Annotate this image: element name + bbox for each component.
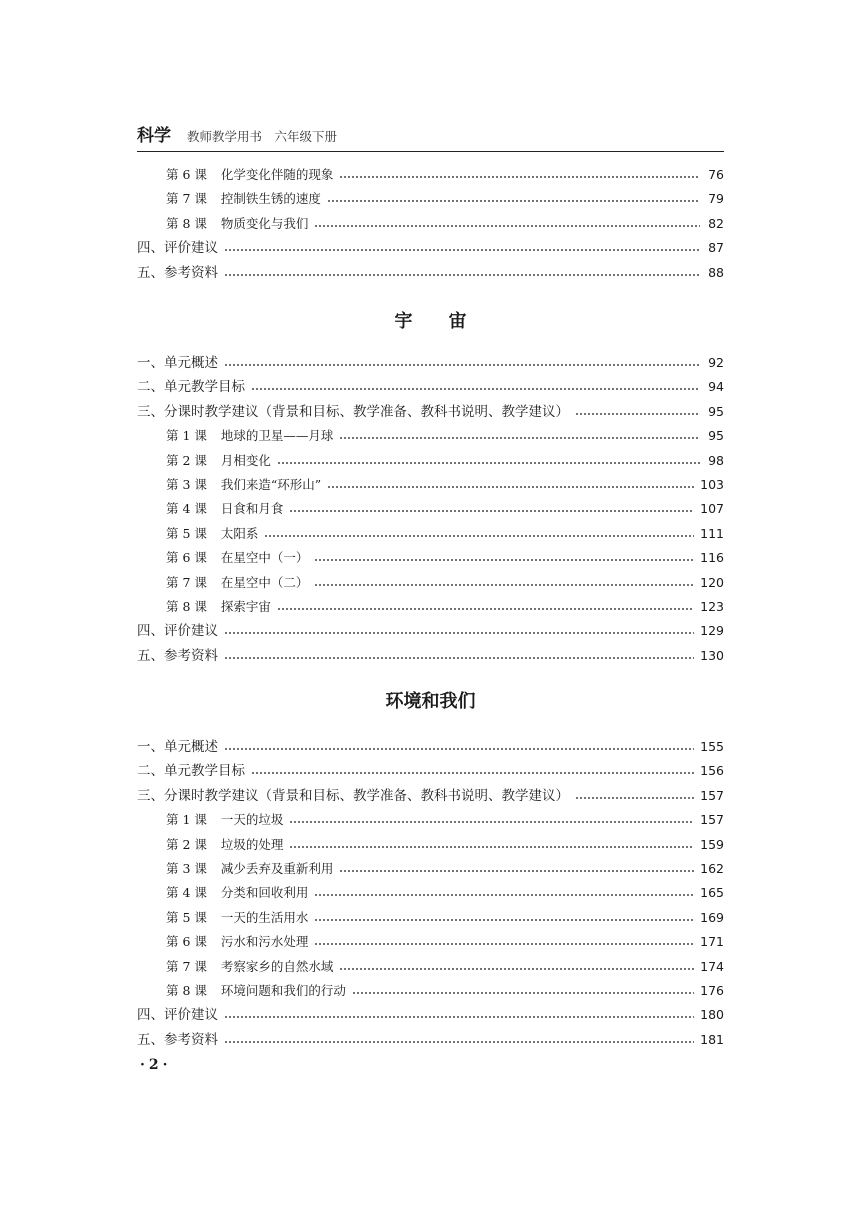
dot-leader xyxy=(224,249,700,251)
dot-leader xyxy=(575,797,694,799)
entry-title: 三、分课时教学建议（背景和目标、教学准备、教科书说明、教学建议） xyxy=(137,787,569,804)
dot-leader xyxy=(289,510,694,512)
toc-entry xyxy=(166,548,724,568)
toc-entry xyxy=(166,810,724,830)
entry-title: 环境问题和我们的行动 xyxy=(220,983,346,998)
toc-entry xyxy=(137,1005,724,1025)
entry-page-number: 123 xyxy=(700,599,724,614)
entry-title: 地球的卫星——月球 xyxy=(220,428,334,444)
toc-entry xyxy=(166,189,724,209)
entry-title: 二、单元教学目标 xyxy=(137,379,245,396)
toc-entry xyxy=(137,263,724,283)
dot-leader xyxy=(339,870,694,872)
entry-title: 一天的垃圾 xyxy=(220,812,284,828)
entry-page-number: 174 xyxy=(700,958,724,974)
entry-page-number: 155 xyxy=(700,739,724,754)
toc-entry xyxy=(137,1030,724,1050)
dot-leader xyxy=(327,200,700,202)
lesson-number: 第 8 课 xyxy=(166,599,207,614)
toc-entry xyxy=(166,835,724,855)
toc-entry xyxy=(166,932,724,952)
toc-entry xyxy=(137,621,724,641)
dot-leader xyxy=(224,1016,694,1018)
toc-entry xyxy=(166,475,724,495)
entry-page-number: 92 xyxy=(708,355,724,370)
entry-title: 分类和回收利用 xyxy=(220,885,309,901)
entry-page-number: 120 xyxy=(700,574,724,590)
lesson-number: 第 2 课 xyxy=(166,452,207,468)
entry-page-number: 130 xyxy=(700,647,724,663)
entry-title: 二、单元教学目标 xyxy=(137,763,245,780)
entry-page-number: 87 xyxy=(708,240,724,256)
entry-title: 化学变化伴随的现象 xyxy=(220,167,334,182)
entry-title: 减少丢弃及重新利用 xyxy=(220,861,334,876)
dot-leader xyxy=(251,388,700,390)
lesson-number: 第 6 课 xyxy=(166,934,207,950)
lesson-number: 第 7 课 xyxy=(166,958,207,974)
entry-page-number: 157 xyxy=(700,787,724,803)
entry-title: 我们来造“环形山” xyxy=(220,477,322,492)
unit-title-universe: 宇宙 xyxy=(394,311,503,332)
toc-entry xyxy=(166,573,724,593)
entry-page-number: 157 xyxy=(700,812,724,828)
toc-entry xyxy=(137,377,724,397)
entry-title: 太阳系 xyxy=(220,525,259,541)
dot-leader xyxy=(224,364,700,366)
entry-page-number: 103 xyxy=(700,477,724,492)
lesson-number: 第 1 课 xyxy=(166,428,207,444)
entry-title: 三、分课时教学建议（背景和目标、教学准备、教科书说明、教学建议） xyxy=(137,403,569,420)
dot-leader xyxy=(224,274,700,276)
lesson-number: 第 8 课 xyxy=(166,215,207,231)
entry-title: 物质变化与我们 xyxy=(220,215,309,231)
entry-page-number: 169 xyxy=(700,909,724,925)
entry-page-number: 181 xyxy=(700,1031,724,1047)
lesson-number: 第 1 课 xyxy=(166,812,207,828)
dot-leader xyxy=(224,748,694,750)
dot-leader xyxy=(224,1041,694,1043)
toc-entry xyxy=(166,957,724,977)
toc-entry xyxy=(166,597,724,617)
entry-page-number: 94 xyxy=(708,379,724,395)
toc-entry xyxy=(166,524,724,544)
book-title: 教师教学用书 六年级下册 xyxy=(187,129,338,144)
entry-title: 一、单元概述 xyxy=(137,739,218,755)
dot-leader xyxy=(314,943,694,945)
toc-entry xyxy=(166,451,724,471)
entry-title: 控制铁生锈的速度 xyxy=(220,191,321,207)
toc-entry xyxy=(166,981,724,1001)
page-number-folio: ·2· xyxy=(140,1057,172,1073)
entry-title: 四、评价建议 xyxy=(137,623,218,640)
lesson-number: 第 4 课 xyxy=(166,885,207,901)
dot-leader xyxy=(339,968,694,970)
lesson-number: 第 3 课 xyxy=(166,477,207,492)
lesson-number: 第 7 课 xyxy=(166,574,207,590)
toc-entry xyxy=(137,737,724,757)
entry-page-number: 165 xyxy=(700,885,724,901)
dot-leader xyxy=(277,462,700,464)
dot-leader xyxy=(339,176,700,178)
dot-leader xyxy=(251,772,694,774)
lesson-number: 第 6 课 xyxy=(166,550,207,566)
dot-leader xyxy=(264,535,694,537)
entry-title: 五、参考资料 xyxy=(137,264,218,281)
entry-page-number: 129 xyxy=(700,623,724,639)
entry-page-number: 162 xyxy=(700,861,724,876)
dot-leader xyxy=(339,437,700,439)
toc-entry xyxy=(166,499,724,519)
entry-title: 一、单元概述 xyxy=(137,355,218,371)
toc-entry xyxy=(166,883,724,903)
lesson-number: 第 5 课 xyxy=(166,525,207,541)
lesson-number: 第 7 课 xyxy=(166,191,207,207)
toc-entry xyxy=(166,165,724,185)
entry-page-number: 180 xyxy=(700,1007,724,1023)
entry-title: 五、参考资料 xyxy=(137,1031,218,1048)
dot-leader xyxy=(314,559,694,561)
entry-page-number: 82 xyxy=(708,215,724,231)
entry-title: 探索宇宙 xyxy=(220,599,271,614)
lesson-number: 第 4 课 xyxy=(166,501,207,517)
dot-leader xyxy=(314,919,694,921)
entry-title: 五、参考资料 xyxy=(137,647,218,664)
lesson-number: 第 3 课 xyxy=(166,861,207,876)
dot-leader xyxy=(289,821,694,823)
entry-page-number: 156 xyxy=(700,763,724,779)
toc-entry xyxy=(166,426,724,446)
subject-title: 科学 xyxy=(137,126,171,146)
dot-leader xyxy=(314,225,700,227)
entry-page-number: 107 xyxy=(700,501,724,517)
dot-leader xyxy=(224,632,694,634)
dot-leader xyxy=(352,992,694,994)
toc-entry xyxy=(137,646,724,666)
entry-page-number: 159 xyxy=(700,836,724,852)
toc-entry xyxy=(137,402,724,422)
toc-entry xyxy=(166,859,724,879)
entry-title: 四、评价建议 xyxy=(137,240,218,257)
entry-title: 四、评价建议 xyxy=(137,1007,218,1024)
dot-leader xyxy=(277,608,694,610)
lesson-number: 第 8 课 xyxy=(166,983,207,998)
lesson-number: 第 6 课 xyxy=(166,167,207,182)
entry-page-number: 95 xyxy=(708,428,724,444)
toc-entry xyxy=(166,908,724,928)
dot-leader xyxy=(224,657,694,659)
dot-leader xyxy=(289,846,694,848)
entry-page-number: 116 xyxy=(700,550,724,566)
entry-title: 日食和月食 xyxy=(220,501,284,517)
unit-title-environment: 环境和我们 xyxy=(385,691,476,712)
toc-entry xyxy=(137,786,724,806)
dot-leader xyxy=(327,486,694,488)
toc-entry xyxy=(137,238,724,258)
entry-title: 污水和污水处理 xyxy=(220,934,309,950)
entry-page-number: 176 xyxy=(700,983,724,998)
entry-page-number: 98 xyxy=(708,452,724,468)
entry-page-number: 76 xyxy=(708,167,724,182)
lesson-number: 第 5 课 xyxy=(166,909,207,925)
entry-page-number: 79 xyxy=(708,191,724,207)
entry-title: 垃圾的处理 xyxy=(220,836,284,852)
entry-title: 在星空中（一） xyxy=(220,550,309,566)
dot-leader xyxy=(314,584,694,586)
entry-page-number: 111 xyxy=(700,525,724,541)
entry-page-number: 95 xyxy=(708,403,724,419)
entry-title: 考察家乡的自然水域 xyxy=(220,958,334,974)
toc-entry xyxy=(166,214,724,234)
dot-leader xyxy=(314,894,694,896)
entry-title: 月相变化 xyxy=(220,452,271,468)
entry-title: 一天的生活用水 xyxy=(220,909,309,925)
running-header xyxy=(137,125,724,152)
dot-leader xyxy=(575,413,700,415)
entry-page-number: 171 xyxy=(700,934,724,950)
entry-title: 在星空中（二） xyxy=(220,574,309,590)
toc-entry xyxy=(137,761,724,781)
entry-page-number: 88 xyxy=(708,264,724,280)
lesson-number: 第 2 课 xyxy=(166,836,207,852)
toc-entry xyxy=(137,353,724,373)
